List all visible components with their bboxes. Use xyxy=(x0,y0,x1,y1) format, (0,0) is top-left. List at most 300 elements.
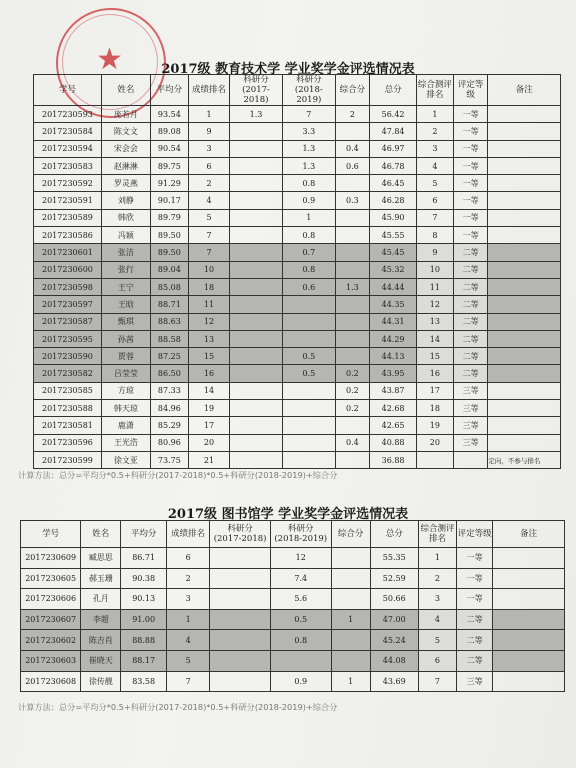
cell-research-2017-2018 xyxy=(230,296,283,313)
cell-total-score: 44.35 xyxy=(370,296,417,313)
cell-research-2018-2019: 0.8 xyxy=(282,175,335,192)
cell-overall-rank: 14 xyxy=(417,330,454,347)
table-row xyxy=(21,609,565,630)
cell-remarks xyxy=(488,278,561,295)
cell-student-id: 2017230592 xyxy=(34,175,102,192)
cell-total-score: 45.24 xyxy=(370,630,418,651)
cell-remarks xyxy=(488,434,561,451)
cell-research-2017-2018 xyxy=(210,671,271,692)
header-name: 姓名 xyxy=(101,75,150,106)
cell-score-rank: 1 xyxy=(188,106,229,123)
cell-overall-rank: 7 xyxy=(418,671,456,692)
cell-research-2017-2018 xyxy=(230,434,283,451)
header-name: 姓名 xyxy=(81,521,121,548)
cell-total-score: 45.45 xyxy=(370,244,417,261)
cell-research-2017-2018 xyxy=(230,313,283,330)
cell-remarks xyxy=(488,123,561,140)
cell-total-score: 45.90 xyxy=(370,209,417,226)
cell-score-rank: 16 xyxy=(188,365,229,382)
cell-research-2018-2019 xyxy=(282,434,335,451)
cell-student-id: 2017230605 xyxy=(21,568,81,589)
cell-overall-rank: 4 xyxy=(417,157,454,174)
cell-name: 王宁 xyxy=(101,278,150,295)
cell-score-rank: 12 xyxy=(188,313,229,330)
cell-award-level: 一等 xyxy=(453,175,488,192)
cell-average-score: 89.08 xyxy=(150,123,188,140)
cell-remarks xyxy=(488,296,561,313)
cell-award-level: 二等 xyxy=(453,330,488,347)
cell-composite-score xyxy=(335,348,369,365)
cell-composite-score: 0.6 xyxy=(335,157,369,174)
cell-composite-score xyxy=(335,330,369,347)
cell-research-2017-2018: 1.3 xyxy=(230,106,283,123)
cell-research-2018-2019: 1 xyxy=(282,209,335,226)
cell-research-2017-2018 xyxy=(230,382,283,399)
cell-research-2017-2018 xyxy=(210,630,271,651)
cell-overall-rank: 3 xyxy=(417,140,454,157)
cell-award-level: 二等 xyxy=(453,261,488,278)
cell-score-rank: 3 xyxy=(166,589,209,610)
header-score-rank: 成绩排名 xyxy=(188,75,229,106)
cell-student-id: 2017230590 xyxy=(34,348,102,365)
cell-research-2017-2018 xyxy=(230,140,283,157)
cell-composite-score: 0.4 xyxy=(335,140,369,157)
cell-student-id: 2017230599 xyxy=(34,451,102,468)
cell-overall-rank: 6 xyxy=(417,192,454,209)
cell-award-level: 二等 xyxy=(453,313,488,330)
cell-score-rank: 11 xyxy=(188,296,229,313)
cell-research-2018-2019: 0.5 xyxy=(270,609,331,630)
cell-research-2017-2018 xyxy=(230,227,283,244)
cell-research-2017-2018 xyxy=(230,400,283,417)
cell-overall-rank: 6 xyxy=(418,650,456,671)
cell-research-2017-2018 xyxy=(230,278,283,295)
cell-composite-score: 0.3 xyxy=(335,192,369,209)
table-row xyxy=(34,313,561,330)
cell-composite-score xyxy=(335,296,369,313)
cell-remarks xyxy=(488,140,561,157)
cell-student-id: 2017230596 xyxy=(34,434,102,451)
cell-average-score: 88.58 xyxy=(150,330,188,347)
cell-overall-rank: 7 xyxy=(417,209,454,226)
cell-remarks xyxy=(493,568,565,589)
cell-name: 赵淋淋 xyxy=(101,157,150,174)
cell-score-rank: 19 xyxy=(188,400,229,417)
cell-total-score: 45.55 xyxy=(370,227,417,244)
cell-overall-rank: 5 xyxy=(418,630,456,651)
cell-composite-score xyxy=(335,261,369,278)
cell-student-id: 2017230588 xyxy=(34,400,102,417)
cell-composite-score: 0.2 xyxy=(335,365,369,382)
table2-title: 2017级 图书馆学 学业奖学金评选情况表 xyxy=(167,507,409,522)
cell-composite-score xyxy=(335,175,369,192)
cell-research-2018-2019: 0.9 xyxy=(282,192,335,209)
cell-remarks xyxy=(488,417,561,434)
cell-research-2017-2018 xyxy=(230,209,283,226)
cell-research-2017-2018 xyxy=(230,451,283,468)
cell-composite-score xyxy=(331,589,370,610)
cell-research-2018-2019: 0.5 xyxy=(282,365,335,382)
cell-total-score: 44.08 xyxy=(370,650,418,671)
cell-research-2017-2018 xyxy=(230,244,283,261)
table-row xyxy=(34,140,561,157)
table2-formula: 计算方法：总分=平均分*0.5+科研分(2017-2018)*0.5+科研分(2018-2019)+综合分 xyxy=(18,702,338,712)
cell-average-score: 87.25 xyxy=(150,348,188,365)
cell-research-2017-2018 xyxy=(230,348,283,365)
cell-total-score: 45.32 xyxy=(370,261,417,278)
cell-average-score: 83.58 xyxy=(121,671,167,692)
cell-name: 韩天琼 xyxy=(101,400,150,417)
cell-total-score: 43.95 xyxy=(370,365,417,382)
cell-name: 方琼 xyxy=(101,382,150,399)
cell-average-score: 89.50 xyxy=(150,244,188,261)
cell-award-level: 一等 xyxy=(453,140,488,157)
cell-name: 徐传靓 xyxy=(81,671,121,692)
cell-research-2018-2019: 0.8 xyxy=(270,630,331,651)
cell-award-level: 三等 xyxy=(453,434,488,451)
cell-research-2018-2019 xyxy=(282,451,335,468)
cell-name: 宋会会 xyxy=(101,140,150,157)
cell-average-score: 87.33 xyxy=(150,382,188,399)
cell-average-score: 84.96 xyxy=(150,400,188,417)
header-research-2017-2018: 科研分 (2017-2018) xyxy=(230,75,283,106)
cell-overall-rank: 5 xyxy=(417,175,454,192)
table-row xyxy=(34,261,561,278)
cell-overall-rank: 3 xyxy=(418,589,456,610)
cell-score-rank: 6 xyxy=(188,157,229,174)
cell-award-level: 二等 xyxy=(457,650,493,671)
cell-research-2018-2019: 1.3 xyxy=(282,157,335,174)
table-row xyxy=(21,650,565,671)
cell-total-score: 44.31 xyxy=(370,313,417,330)
table-row xyxy=(34,400,561,417)
cell-remarks xyxy=(488,261,561,278)
cell-score-rank: 7 xyxy=(166,671,209,692)
cell-name: 张行 xyxy=(101,261,150,278)
cell-total-score: 55.35 xyxy=(370,548,418,569)
table1-title: 2017级 教育技术学 学业奖学金评选情况表 xyxy=(161,62,415,77)
cell-average-score: 90.13 xyxy=(121,589,167,610)
header-total-score: 总分 xyxy=(370,521,418,548)
cell-composite-score xyxy=(331,650,370,671)
cell-total-score: 46.45 xyxy=(370,175,417,192)
cell-remarks xyxy=(488,348,561,365)
cell-score-rank: 7 xyxy=(188,244,229,261)
cell-overall-rank: 17 xyxy=(417,382,454,399)
cell-composite-score xyxy=(335,209,369,226)
cell-award-level: 一等 xyxy=(457,589,493,610)
cell-total-score: 46.28 xyxy=(370,192,417,209)
cell-overall-rank: 8 xyxy=(417,227,454,244)
cell-overall-rank xyxy=(417,451,454,468)
cell-score-rank: 4 xyxy=(188,192,229,209)
cell-research-2018-2019 xyxy=(282,296,335,313)
table-row xyxy=(21,630,565,651)
cell-name: 刘静 xyxy=(101,192,150,209)
cell-score-rank: 10 xyxy=(188,261,229,278)
cell-award-level: 三等 xyxy=(453,417,488,434)
cell-remarks xyxy=(493,589,565,610)
scholarship-table-library-science xyxy=(20,520,565,692)
cell-remarks xyxy=(488,382,561,399)
cell-score-rank: 7 xyxy=(188,227,229,244)
cell-name: 郝玉珊 xyxy=(81,568,121,589)
table-row xyxy=(34,227,561,244)
cell-overall-rank: 2 xyxy=(418,568,456,589)
cell-average-score: 86.71 xyxy=(121,548,167,569)
cell-award-level: 三等 xyxy=(453,382,488,399)
cell-remarks xyxy=(488,244,561,261)
cell-composite-score: 1.3 xyxy=(335,278,369,295)
cell-research-2018-2019: 3.3 xyxy=(282,123,335,140)
cell-name: 王晗 xyxy=(101,296,150,313)
cell-research-2017-2018 xyxy=(230,192,283,209)
cell-average-score: 88.88 xyxy=(121,630,167,651)
cell-student-id: 2017230585 xyxy=(34,382,102,399)
cell-research-2017-2018 xyxy=(210,609,271,630)
table-row xyxy=(34,434,561,451)
cell-overall-rank: 10 xyxy=(417,261,454,278)
cell-total-score: 43.87 xyxy=(370,382,417,399)
cell-total-score: 44.13 xyxy=(370,348,417,365)
cell-name: 罗灵燕 xyxy=(101,175,150,192)
cell-score-rank: 15 xyxy=(188,348,229,365)
table-row xyxy=(21,671,565,692)
cell-score-rank: 9 xyxy=(188,123,229,140)
cell-total-score: 47.84 xyxy=(370,123,417,140)
cell-average-score: 86.50 xyxy=(150,365,188,382)
cell-composite-score: 0.2 xyxy=(335,400,369,417)
cell-research-2018-2019: 0.5 xyxy=(282,348,335,365)
cell-student-id: 2017230589 xyxy=(34,209,102,226)
table-header-row xyxy=(21,521,565,548)
cell-name: 孔月 xyxy=(81,589,121,610)
cell-score-rank: 4 xyxy=(166,630,209,651)
table-row xyxy=(34,417,561,434)
seal-star-icon: ★ xyxy=(96,42,123,77)
cell-research-2018-2019: 0.9 xyxy=(270,671,331,692)
cell-research-2018-2019: 0.6 xyxy=(282,278,335,295)
cell-average-score: 93.54 xyxy=(150,106,188,123)
cell-award-level: 二等 xyxy=(453,296,488,313)
cell-average-score: 91.29 xyxy=(150,175,188,192)
table-row xyxy=(34,296,561,313)
cell-award-level: 一等 xyxy=(453,106,488,123)
cell-research-2018-2019: 0.8 xyxy=(282,261,335,278)
cell-research-2017-2018 xyxy=(230,157,283,174)
cell-overall-rank: 9 xyxy=(417,244,454,261)
cell-name: 贾蓉 xyxy=(101,348,150,365)
cell-overall-rank: 1 xyxy=(418,548,456,569)
cell-score-rank: 14 xyxy=(188,382,229,399)
cell-student-id: 2017230601 xyxy=(34,244,102,261)
cell-composite-score xyxy=(335,123,369,140)
cell-remarks xyxy=(493,671,565,692)
cell-remarks xyxy=(488,192,561,209)
header-composite-score: 综合分 xyxy=(335,75,369,106)
cell-name: 陈文文 xyxy=(101,123,150,140)
cell-remarks xyxy=(488,209,561,226)
cell-research-2017-2018 xyxy=(210,548,271,569)
cell-composite-score xyxy=(335,244,369,261)
cell-award-level: 一等 xyxy=(453,192,488,209)
cell-research-2017-2018 xyxy=(210,568,271,589)
cell-research-2018-2019: 7.4 xyxy=(270,568,331,589)
table-row xyxy=(34,330,561,347)
cell-award-level: 一等 xyxy=(453,157,488,174)
table-row xyxy=(34,106,561,123)
cell-score-rank: 17 xyxy=(188,417,229,434)
cell-research-2018-2019 xyxy=(282,330,335,347)
cell-remarks xyxy=(488,330,561,347)
cell-total-score: 44.29 xyxy=(370,330,417,347)
cell-award-level xyxy=(453,451,488,468)
cell-overall-rank: 18 xyxy=(417,400,454,417)
cell-name: 吕莹莹 xyxy=(101,365,150,382)
cell-overall-rank: 2 xyxy=(417,123,454,140)
cell-composite-score xyxy=(335,417,369,434)
cell-composite-score: 1 xyxy=(331,671,370,692)
cell-research-2018-2019: 1.3 xyxy=(282,140,335,157)
cell-average-score: 89.79 xyxy=(150,209,188,226)
cell-remarks xyxy=(488,227,561,244)
cell-research-2017-2018 xyxy=(230,123,283,140)
cell-total-score: 40.88 xyxy=(370,434,417,451)
cell-award-level: 一等 xyxy=(457,568,493,589)
cell-score-rank: 5 xyxy=(188,209,229,226)
cell-overall-rank: 20 xyxy=(417,434,454,451)
table-row xyxy=(21,548,565,569)
cell-research-2017-2018 xyxy=(230,330,283,347)
cell-student-id: 2017230594 xyxy=(34,140,102,157)
cell-composite-score: 0.4 xyxy=(335,434,369,451)
cell-score-rank: 18 xyxy=(188,278,229,295)
cell-overall-rank: 1 xyxy=(417,106,454,123)
cell-research-2018-2019 xyxy=(270,650,331,671)
cell-research-2017-2018 xyxy=(210,589,271,610)
cell-total-score: 42.68 xyxy=(370,400,417,417)
cell-composite-score: 2 xyxy=(335,106,369,123)
cell-award-level: 二等 xyxy=(453,348,488,365)
table-row xyxy=(34,157,561,174)
table-row xyxy=(34,278,561,295)
cell-student-id: 2017230582 xyxy=(34,365,102,382)
cell-research-2017-2018 xyxy=(230,261,283,278)
cell-research-2018-2019: 7 xyxy=(282,106,335,123)
table-row xyxy=(34,451,561,468)
cell-award-level: 三等 xyxy=(457,671,493,692)
cell-average-score: 91.00 xyxy=(121,609,167,630)
cell-name: 崔晓天 xyxy=(81,650,121,671)
cell-total-score: 56.42 xyxy=(370,106,417,123)
cell-composite-score xyxy=(335,227,369,244)
cell-average-score: 89.04 xyxy=(150,261,188,278)
table-header-row xyxy=(34,75,561,106)
cell-name: 徐文亚 xyxy=(101,451,150,468)
header-remarks: 备注 xyxy=(488,75,561,106)
cell-research-2018-2019: 0.7 xyxy=(282,244,335,261)
header-overall-rank: 综合测评 排名 xyxy=(418,521,456,548)
cell-award-level: 二等 xyxy=(457,630,493,651)
cell-average-score: 88.63 xyxy=(150,313,188,330)
cell-score-rank: 1 xyxy=(166,609,209,630)
cell-student-id: 2017230608 xyxy=(21,671,81,692)
cell-average-score: 73.75 xyxy=(150,451,188,468)
cell-student-id: 2017230597 xyxy=(34,296,102,313)
cell-research-2018-2019 xyxy=(282,417,335,434)
table-row xyxy=(34,382,561,399)
cell-average-score: 89.75 xyxy=(150,157,188,174)
cell-remarks xyxy=(488,106,561,123)
cell-average-score: 80.96 xyxy=(150,434,188,451)
cell-overall-rank: 12 xyxy=(417,296,454,313)
cell-total-score: 52.59 xyxy=(370,568,418,589)
cell-score-rank: 2 xyxy=(188,175,229,192)
cell-score-rank: 6 xyxy=(166,548,209,569)
cell-name: 张洁 xyxy=(101,244,150,261)
cell-remarks xyxy=(488,365,561,382)
cell-remarks xyxy=(488,400,561,417)
cell-student-id: 2017230609 xyxy=(21,548,81,569)
cell-award-level: 二等 xyxy=(453,278,488,295)
cell-research-2017-2018 xyxy=(230,175,283,192)
header-research-2017-2018: 科研分 (2017-2018) xyxy=(210,521,271,548)
cell-average-score: 89.50 xyxy=(150,227,188,244)
cell-student-id: 2017230581 xyxy=(34,417,102,434)
cell-award-level: 二等 xyxy=(457,609,493,630)
cell-name: 庞若月 xyxy=(101,106,150,123)
cell-total-score: 42.65 xyxy=(370,417,417,434)
cell-total-score: 47.00 xyxy=(370,609,418,630)
cell-total-score: 46.78 xyxy=(370,157,417,174)
cell-score-rank: 5 xyxy=(166,650,209,671)
scholarship-table-education-tech xyxy=(33,74,561,469)
cell-total-score: 43.69 xyxy=(370,671,418,692)
table-row xyxy=(34,365,561,382)
table-row xyxy=(34,244,561,261)
cell-remarks xyxy=(493,630,565,651)
cell-student-id: 2017230584 xyxy=(34,123,102,140)
cell-total-score: 44.44 xyxy=(370,278,417,295)
cell-student-id: 2017230586 xyxy=(34,227,102,244)
cell-student-id: 2017230591 xyxy=(34,192,102,209)
cell-average-score: 88.71 xyxy=(150,296,188,313)
cell-research-2018-2019 xyxy=(282,313,335,330)
table-row xyxy=(21,589,565,610)
cell-composite-score xyxy=(331,630,370,651)
cell-overall-rank: 11 xyxy=(417,278,454,295)
cell-student-id: 2017230595 xyxy=(34,330,102,347)
cell-total-score: 46.97 xyxy=(370,140,417,157)
cell-student-id: 2017230598 xyxy=(34,278,102,295)
cell-remarks xyxy=(488,175,561,192)
cell-composite-score xyxy=(335,313,369,330)
header-overall-rank: 综合测评 排名 xyxy=(417,75,454,106)
cell-student-id: 2017230587 xyxy=(34,313,102,330)
cell-name: 韩欣 xyxy=(101,209,150,226)
cell-student-id: 2017230603 xyxy=(21,650,81,671)
cell-research-2017-2018 xyxy=(210,650,271,671)
cell-student-id: 2017230600 xyxy=(34,261,102,278)
cell-score-rank: 3 xyxy=(188,140,229,157)
cell-name: 陈吉肖 xyxy=(81,630,121,651)
cell-research-2018-2019 xyxy=(282,400,335,417)
cell-student-id: 2017230607 xyxy=(21,609,81,630)
table-row xyxy=(21,568,565,589)
cell-composite-score: 0.2 xyxy=(335,382,369,399)
cell-award-level: 二等 xyxy=(453,244,488,261)
cell-overall-rank: 16 xyxy=(417,365,454,382)
